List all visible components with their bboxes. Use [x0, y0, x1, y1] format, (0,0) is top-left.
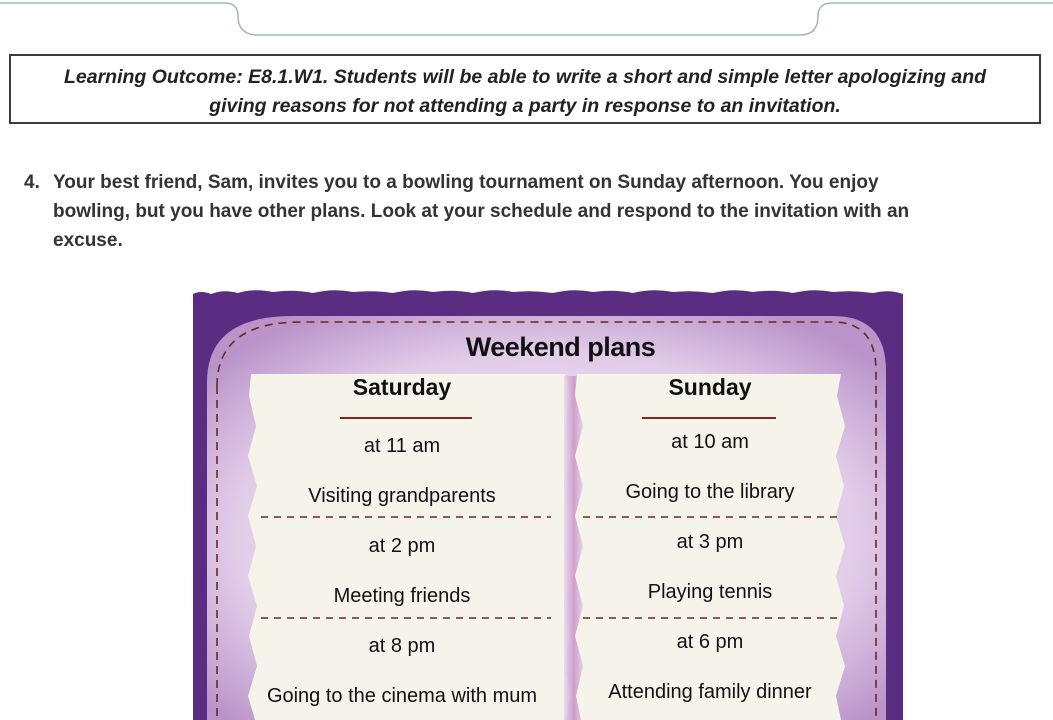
- question-line-1: Your best friend, Sam, invites you to a bowling tournament on Sunday afternoon. You enjoy: [53, 172, 879, 193]
- question-number: 4.: [24, 172, 40, 193]
- saturday-slot-3-time: at 8 pm: [368, 635, 436, 657]
- question-line-3: excuse.: [53, 230, 123, 251]
- learning-outcome-line-1: Learning Outcome: E8.1.W1. Students will be able to write a short and simple letter apologizing and: [63, 66, 987, 88]
- question-text: [53, 168, 1013, 255]
- weekend-plans-board: [193, 286, 903, 720]
- saturday-underline: [340, 417, 472, 419]
- learning-outcome-line-2: giving reasons for not attending a party in response to an invitation.: [209, 95, 841, 117]
- sunday-slot-3-activity: Attending family dinner: [608, 681, 812, 703]
- sunday-slot-2-activity: Playing tennis: [647, 581, 773, 603]
- sunday-slot-3-time: at 6 pm: [676, 631, 744, 653]
- sunday-underline: [642, 417, 776, 419]
- schedule-title: Weekend plans: [465, 332, 656, 362]
- saturday-slot-2-time: at 2 pm: [368, 535, 436, 557]
- header-tab-decoration: [0, 0, 1053, 40]
- saturday-slot-1-time: at 11 am: [363, 435, 441, 457]
- question-line-2: bowling, but you have other plans. Look at your schedule and respond to the invitation with an: [53, 201, 910, 222]
- learning-outcome-box: [9, 54, 1041, 124]
- saturday-heading: Saturday: [352, 374, 452, 400]
- sunday-slot-1-time: at 10 am: [671, 431, 749, 453]
- saturday-slot-1-activity: Visiting grandparents: [308, 485, 496, 507]
- sunday-heading: Sunday: [668, 374, 752, 400]
- sunday-slot-2-time: at 3 pm: [676, 531, 744, 553]
- saturday-slot-2-activity: Meeting friends: [333, 585, 471, 607]
- saturday-slot-3-activity: Going to the cinema with mum: [266, 685, 538, 707]
- sunday-slot-1-activity: Going to the library: [625, 481, 795, 503]
